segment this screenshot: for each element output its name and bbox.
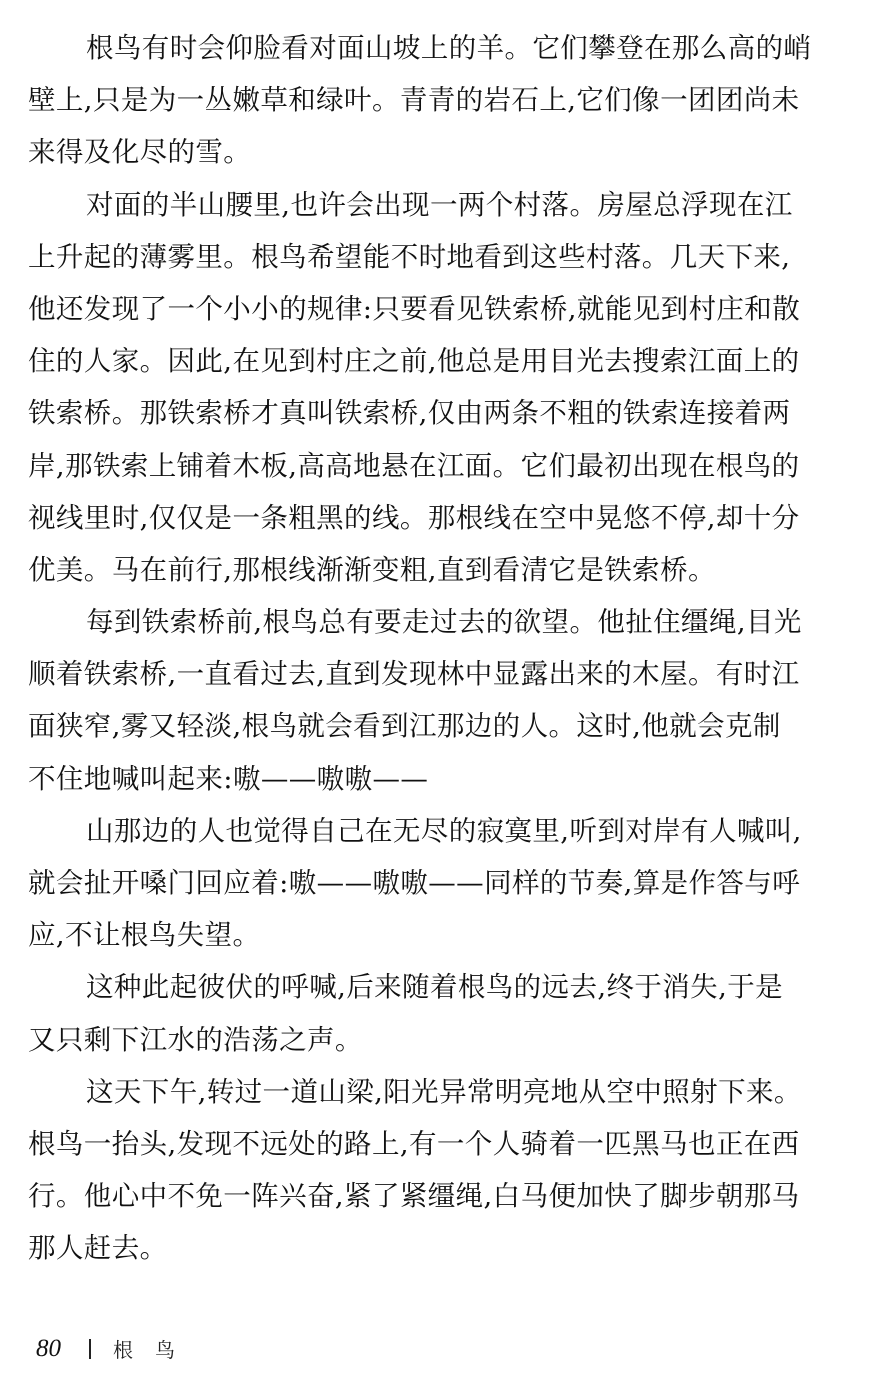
text-line: 应,不让根鸟失望。 bbox=[28, 919, 261, 952]
text-line: 来得及化尽的雪。 bbox=[28, 136, 252, 169]
text-line: 又只剩下江水的浩荡之声。 bbox=[28, 1023, 363, 1056]
text-line: 顺着铁索桥,一直看过去,直到发现林中显露出来的木屋。有时江 bbox=[28, 658, 800, 691]
text-line: 根鸟有时会仰脸看对面山坡上的羊。它们攀登在那么高的峭 bbox=[86, 32, 812, 64]
text-line: 行。他心中不免一阵兴奋,紧了紧缰绳,白马便加快了脚步朝那马 bbox=[28, 1180, 800, 1213]
text-line: 铁索桥。那铁索桥才真叫铁索桥,仅由两条不粗的铁索连接着两 bbox=[28, 397, 791, 430]
page-number: 80 bbox=[36, 1334, 61, 1362]
text-line: 这天下午,转过一道山梁,阳光异常明亮地从空中照射下来。 bbox=[86, 1075, 802, 1108]
text-line: 这种此起彼伏的呼喊,后来随着根鸟的远去,终于消失,于是 bbox=[86, 971, 784, 1004]
text-line: 岸,那铁索上铺着木板,高高地悬在江面。它们最初出现在根鸟的 bbox=[28, 449, 800, 482]
text-line: 每到铁索桥前,根鸟总有要走过去的欲望。他扯住缰绳,目光 bbox=[86, 606, 802, 639]
text-line: 优美。马在前行,那根线渐渐变粗,直到看清它是铁索桥。 bbox=[28, 553, 716, 586]
text-line: 视线里时,仅仅是一条粗黑的线。那根线在空中晃悠不停,却十分 bbox=[28, 501, 800, 534]
page-footer bbox=[36, 1334, 197, 1363]
text-line: 他还发现了一个小小的规律:只要看见铁索桥,就能见到村庄和散 bbox=[28, 292, 801, 325]
text-line: 那人赶去。 bbox=[28, 1232, 168, 1265]
text-line: 根鸟一抬头,发现不远处的路上,有一个人骑着一匹黑马也正在西 bbox=[28, 1127, 800, 1160]
running-title: 根鸟 bbox=[113, 1338, 197, 1362]
text-line: 上升起的薄雾里。根鸟希望能不时地看到这些村落。几天下来, bbox=[28, 240, 791, 273]
text-line: 面狭窄,雾又轻淡,根鸟就会看到江那边的人。这时,他就会克制 bbox=[28, 710, 781, 743]
page-body bbox=[28, 22, 844, 1275]
text-line: 山那边的人也觉得自己在无尽的寂寞里,听到对岸有人喊叫, bbox=[86, 814, 802, 847]
text-line: 就会扯开嗓门回应着:嗷——嗷嗷——同样的节奏,算是作答与呼 bbox=[28, 867, 801, 899]
text-line: 对面的半山腰里,也许会出现一两个村落。房屋总浮现在江 bbox=[86, 188, 793, 221]
text-line: 壁上,只是为一丛嫩草和绿叶。青青的岩石上,它们像一团团尚未 bbox=[28, 84, 800, 117]
text-line: 住的人家。因此,在见到村庄之前,他总是用目光去搜索江面上的 bbox=[28, 345, 800, 378]
text-line: 不住地喊叫起来:嗷——嗷嗷—— bbox=[28, 762, 429, 795]
footer-separator bbox=[89, 1339, 91, 1359]
